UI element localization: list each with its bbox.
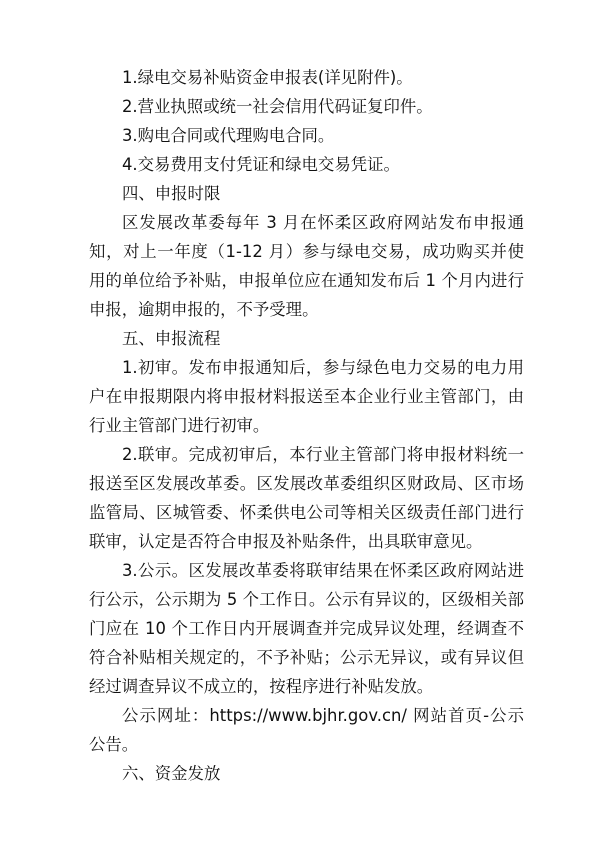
paragraph-attachment-list-item-3: 3.购电合同或代理购电合同。 bbox=[122, 126, 335, 145]
paragraph-initial-review: 1.初审。发布申报通知后，参与绿色电力交易的电力用户在申报期限内将申报材料报送至本企业行业主管部门，由行业主管部门进行初审。 bbox=[89, 358, 524, 435]
paragraph-attachment-list-item-2: 2.营业执照或统一社会信用代码证复印件。 bbox=[122, 97, 433, 116]
paragraph-application-deadline: 区发展改革委每年 3 月在怀柔区政府网站发布申报通知，对上一年度（1-12 月）参与绿电交易，成功购买并使用的单位给予补贴，申报单位应在通知发布后 1 个月内进行申报，逾期申报的，不予受理。 bbox=[89, 213, 524, 319]
paragraph-joint-review: 2.联审。完成初审后，本行业主管部门将申报材料统一报送至区发展改革委。区发展改革委组织区财政局、区市场监管局、区城管委、怀柔供电公司等相关区级责任部门进行联审，认定是否符合申报及补贴条件，出具联审意见。 bbox=[89, 445, 524, 551]
section-heading-fund-disbursement: 六、资金发放 bbox=[122, 764, 221, 783]
paragraph-attachment-list-item-4: 4.交易费用支付凭证和绿电交易凭证。 bbox=[122, 155, 400, 174]
paragraph-public-notice: 3.公示。区发展改革委将联审结果在怀柔区政府网站进行公示，公示期为 5 个工作日。公示有异议的，区级相关部门应在 10 个工作日内开展调查并完成异议处理，经调查不符合补贴相关规定的，不予补贴；公示无异议，或有异议但经过调查异议不成立的，按程序进行补贴发放。 bbox=[89, 561, 524, 696]
section-heading-application-process: 五、申报流程 bbox=[122, 329, 221, 348]
document-body bbox=[89, 63, 524, 788]
paragraph-attachment-list-item-1: 1.绿电交易补贴资金申报表(详见附件)。 bbox=[122, 68, 413, 87]
paragraph-notice-website: 公示网址：https://www.bjhr.gov.cn/ 网站首页-公示公告。 bbox=[89, 706, 524, 754]
section-heading-application-deadline: 四、申报时限 bbox=[122, 184, 221, 203]
